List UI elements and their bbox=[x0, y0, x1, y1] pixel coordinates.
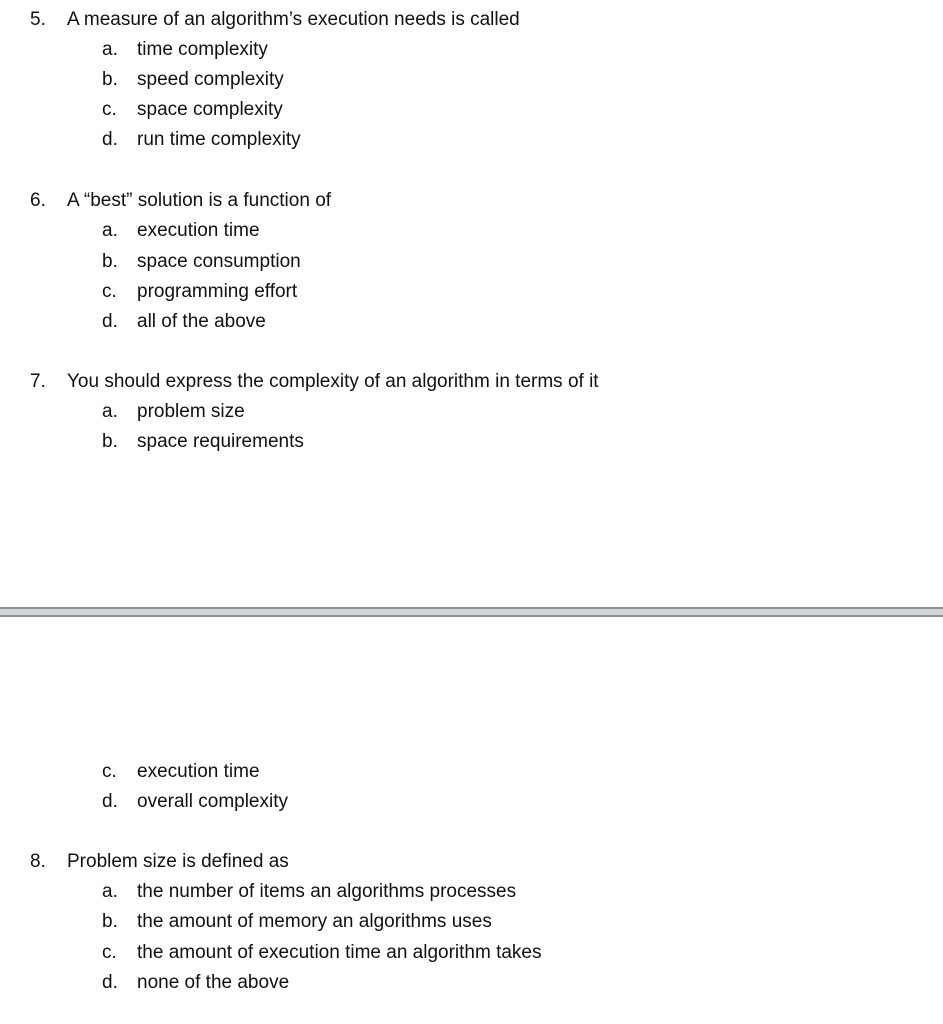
option-text: overall complexity bbox=[137, 791, 288, 812]
option-text: execution time bbox=[137, 761, 260, 782]
question-text: Problem size is defined as bbox=[67, 851, 289, 872]
option-letter: d. bbox=[102, 311, 118, 332]
option-8d bbox=[102, 972, 289, 994]
option-letter: d. bbox=[102, 791, 118, 812]
question-text: A measure of an algorithm’s execution needs is called bbox=[67, 9, 520, 30]
option-text: time complexity bbox=[137, 39, 268, 60]
option-7c bbox=[102, 761, 260, 783]
option-5a bbox=[102, 39, 268, 61]
option-letter: a. bbox=[102, 401, 118, 422]
option-text: speed complexity bbox=[137, 69, 284, 90]
question-5 bbox=[30, 9, 520, 31]
option-text: programming effort bbox=[137, 281, 298, 302]
question-text: A “best” solution is a function of bbox=[67, 190, 332, 211]
option-text: the number of items an algorithms processes bbox=[137, 881, 517, 902]
question-number: 8. bbox=[30, 851, 46, 872]
question-number: 7. bbox=[30, 371, 46, 392]
option-8c bbox=[102, 942, 542, 964]
option-8b bbox=[102, 911, 492, 933]
option-text: problem size bbox=[137, 401, 245, 422]
option-letter: c. bbox=[102, 761, 117, 782]
option-text: all of the above bbox=[137, 311, 266, 332]
question-8 bbox=[30, 851, 289, 873]
option-5b bbox=[102, 69, 284, 91]
option-letter: c. bbox=[102, 942, 117, 963]
option-5c bbox=[102, 99, 283, 121]
question-number: 5. bbox=[30, 9, 46, 30]
option-text: space complexity bbox=[137, 99, 283, 120]
option-letter: a. bbox=[102, 39, 118, 60]
option-letter: b. bbox=[102, 911, 118, 932]
option-6c bbox=[102, 281, 297, 303]
option-7a bbox=[102, 401, 245, 423]
option-letter: b. bbox=[102, 431, 118, 452]
question-number: 6. bbox=[30, 190, 46, 211]
question-7 bbox=[30, 371, 599, 393]
option-letter: c. bbox=[102, 99, 117, 120]
option-letter: c. bbox=[102, 281, 117, 302]
option-text: space consumption bbox=[137, 251, 301, 272]
option-text: run time complexity bbox=[137, 129, 301, 150]
question-6 bbox=[30, 190, 331, 212]
option-letter: a. bbox=[102, 881, 118, 902]
option-5d bbox=[102, 129, 301, 151]
option-letter: d. bbox=[102, 972, 118, 993]
option-text: the amount of memory an algorithms uses bbox=[137, 911, 492, 932]
option-7d bbox=[102, 791, 288, 813]
option-text: none of the above bbox=[137, 972, 290, 993]
option-text: space requirements bbox=[137, 431, 304, 452]
option-8a bbox=[102, 881, 516, 903]
option-text: execution time bbox=[137, 220, 260, 241]
option-7b bbox=[102, 431, 304, 453]
option-6d bbox=[102, 311, 266, 333]
option-6a bbox=[102, 220, 260, 242]
question-text: You should express the complexity of an algorithm in terms of it bbox=[67, 371, 599, 392]
page-bottom bbox=[0, 616, 943, 1024]
option-text: the amount of execution time an algorithm takes bbox=[137, 942, 542, 963]
option-letter: b. bbox=[102, 251, 118, 272]
option-6b bbox=[102, 251, 301, 273]
option-letter: d. bbox=[102, 129, 118, 150]
option-letter: b. bbox=[102, 69, 118, 90]
option-letter: a. bbox=[102, 220, 118, 241]
